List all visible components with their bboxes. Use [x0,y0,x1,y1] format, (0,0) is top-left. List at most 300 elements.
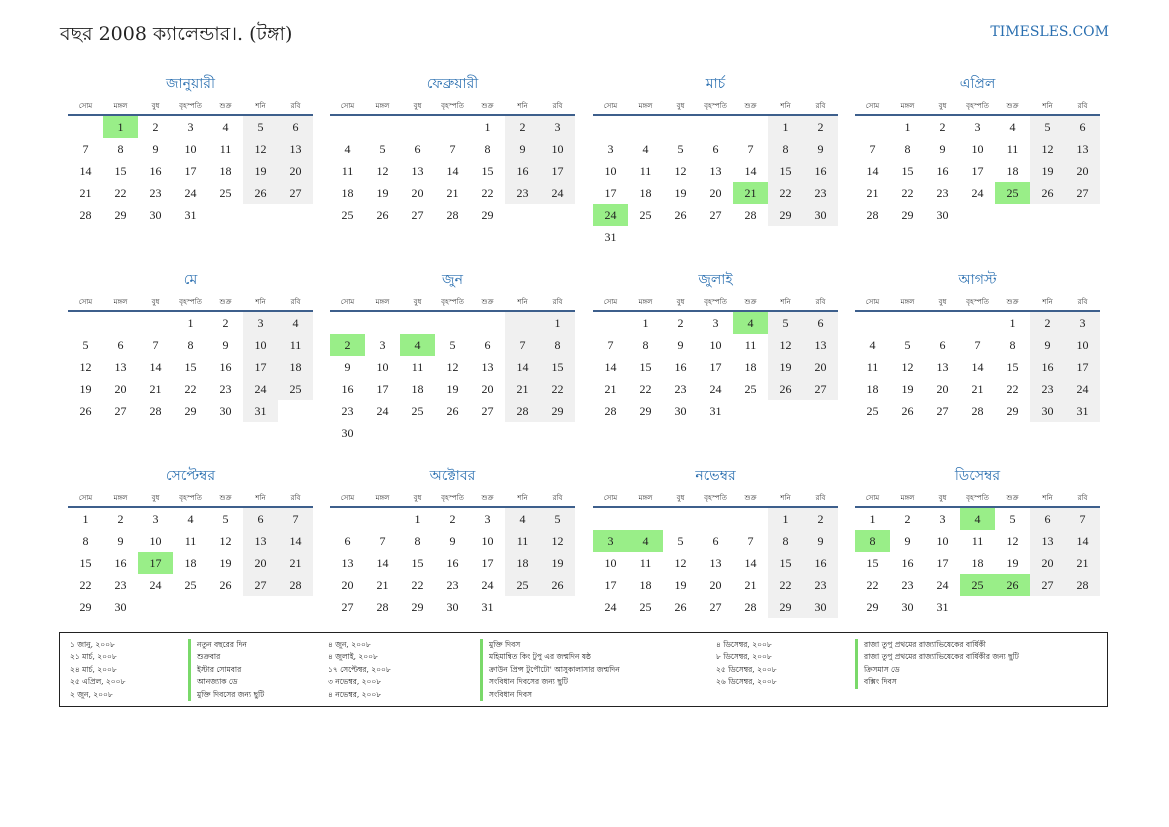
day-cell[interactable]: 14 [971,360,984,374]
day-cell[interactable]: 2 [1030,312,1065,334]
day-cell[interactable]: 9 [449,534,456,548]
day-cell[interactable]: 12 [446,360,459,374]
day-cell[interactable]: 27 [709,208,722,222]
day-cell[interactable]: 27 [481,404,494,418]
day-cell[interactable]: 29 [481,208,494,222]
day-cell[interactable]: 20 [1030,552,1065,574]
day-cell[interactable]: 5 [677,142,684,156]
day-cell[interactable]: 24 [604,600,617,614]
day-cell[interactable]: 9 [117,534,124,548]
day-cell[interactable]: 14 [446,164,459,178]
day-cell[interactable]: 13 [481,360,494,374]
day-cell[interactable]: 4 [222,120,229,134]
holiday-day-cell[interactable]: 25 [960,574,995,596]
day-cell[interactable]: 30 [674,404,687,418]
day-cell[interactable]: 23 [1030,378,1065,400]
day-cell[interactable]: 19 [243,160,278,182]
day-cell[interactable]: 6 [484,338,491,352]
day-cell[interactable]: 14 [505,356,540,378]
day-cell[interactable]: 23 [219,382,232,396]
day-cell[interactable]: 10 [184,142,197,156]
day-cell[interactable]: 14 [604,360,617,374]
day-cell[interactable]: 26 [674,600,687,614]
day-cell[interactable]: 15 [540,356,575,378]
day-cell[interactable]: 1 [82,512,89,526]
day-cell[interactable]: 16 [803,552,838,574]
holiday-day-cell[interactable]: 4 [733,312,768,334]
day-cell[interactable]: 8 [117,142,124,156]
day-cell[interactable]: 16 [803,160,838,182]
day-cell[interactable]: 14 [79,164,92,178]
day-cell[interactable]: 24 [184,186,197,200]
day-cell[interactable]: 24 [376,404,389,418]
day-cell[interactable]: 23 [446,578,459,592]
day-cell[interactable]: 18 [411,382,424,396]
day-cell[interactable]: 23 [803,574,838,596]
day-cell[interactable]: 3 [607,142,614,156]
day-cell[interactable]: 16 [341,382,354,396]
day-cell[interactable]: 15 [639,360,652,374]
day-cell[interactable]: 6 [1065,116,1100,138]
day-cell[interactable]: 23 [674,382,687,396]
day-cell[interactable]: 4 [187,512,194,526]
holiday-day-cell[interactable]: 3 [593,530,628,552]
day-cell[interactable]: 23 [149,186,162,200]
day-cell[interactable]: 16 [674,360,687,374]
day-cell[interactable]: 26 [540,574,575,596]
day-cell[interactable]: 11 [866,360,879,374]
day-cell[interactable]: 11 [411,360,424,374]
day-cell[interactable]: 14 [376,556,389,570]
day-cell[interactable]: 16 [446,556,459,570]
day-cell[interactable]: 16 [114,556,127,570]
day-cell[interactable]: 11 [505,530,540,552]
day-cell[interactable]: 18 [278,356,313,378]
day-cell[interactable]: 12 [219,534,232,548]
day-cell[interactable]: 17 [1065,356,1100,378]
day-cell[interactable]: 15 [866,556,879,570]
day-cell[interactable]: 16 [1030,356,1065,378]
holiday-day-cell[interactable]: 24 [593,204,628,226]
day-cell[interactable]: 9 [222,338,229,352]
day-cell[interactable]: 15 [481,164,494,178]
day-cell[interactable]: 13 [803,334,838,356]
day-cell[interactable]: 2 [152,120,159,134]
day-cell[interactable]: 2 [117,512,124,526]
day-cell[interactable]: 3 [712,316,719,330]
day-cell[interactable]: 25 [505,574,540,596]
day-cell[interactable]: 22 [1006,382,1019,396]
day-cell[interactable]: 10 [376,360,389,374]
day-cell[interactable]: 19 [768,356,803,378]
day-cell[interactable]: 2 [677,316,684,330]
day-cell[interactable]: 12 [768,334,803,356]
day-cell[interactable]: 16 [505,160,540,182]
holiday-day-cell[interactable]: 4 [628,530,663,552]
day-cell[interactable]: 26 [219,578,232,592]
day-cell[interactable]: 25 [184,578,197,592]
day-cell[interactable]: 17 [604,186,617,200]
day-cell[interactable]: 17 [709,360,722,374]
day-cell[interactable]: 18 [1006,164,1019,178]
holiday-day-cell[interactable]: 17 [138,552,173,574]
day-cell[interactable]: 25 [744,382,757,396]
day-cell[interactable]: 29 [866,600,879,614]
day-cell[interactable]: 5 [449,338,456,352]
day-cell[interactable]: 29 [639,404,652,418]
day-cell[interactable]: 10 [604,164,617,178]
day-cell[interactable]: 26 [446,404,459,418]
day-cell[interactable]: 19 [1030,160,1065,182]
day-cell[interactable]: 2 [803,508,838,530]
day-cell[interactable]: 4 [869,338,876,352]
day-cell[interactable]: 22 [79,578,92,592]
day-cell[interactable]: 18 [971,556,984,570]
day-cell[interactable]: 11 [971,534,984,548]
day-cell[interactable]: 26 [901,404,914,418]
day-cell[interactable]: 22 [639,382,652,396]
day-cell[interactable]: 28 [149,404,162,418]
day-cell[interactable]: 25 [278,378,313,400]
day-cell[interactable]: 6 [803,312,838,334]
day-cell[interactable]: 5 [222,512,229,526]
day-cell[interactable]: 26 [768,378,803,400]
day-cell[interactable]: 22 [540,378,575,400]
day-cell[interactable]: 7 [505,334,540,356]
day-cell[interactable]: 28 [744,600,757,614]
day-cell[interactable]: 1 [642,316,649,330]
day-cell[interactable]: 4 [1009,120,1016,134]
day-cell[interactable]: 27 [278,182,313,204]
day-cell[interactable]: 24 [481,578,494,592]
day-cell[interactable]: 3 [152,512,159,526]
day-cell[interactable]: 18 [341,186,354,200]
day-cell[interactable]: 7 [974,338,981,352]
day-cell[interactable]: 28 [866,208,879,222]
day-cell[interactable]: 6 [278,116,313,138]
day-cell[interactable]: 20 [481,382,494,396]
day-cell[interactable]: 27 [936,404,949,418]
day-cell[interactable]: 26 [1030,182,1065,204]
day-cell[interactable]: 29 [184,404,197,418]
day-cell[interactable]: 19 [901,382,914,396]
day-cell[interactable]: 1 [1009,316,1016,330]
day-cell[interactable]: 25 [341,208,354,222]
day-cell[interactable]: 22 [866,578,879,592]
day-cell[interactable]: 11 [219,142,232,156]
day-cell[interactable]: 19 [376,186,389,200]
day-cell[interactable]: 3 [484,512,491,526]
day-cell[interactable]: 30 [114,600,127,614]
day-cell[interactable]: 30 [219,404,232,418]
day-cell[interactable]: 12 [1030,138,1065,160]
day-cell[interactable]: 9 [939,142,946,156]
day-cell[interactable]: 11 [278,334,313,356]
day-cell[interactable]: 15 [184,360,197,374]
day-cell[interactable]: 14 [1065,530,1100,552]
day-cell[interactable]: 11 [184,534,197,548]
day-cell[interactable]: 2 [939,120,946,134]
day-cell[interactable]: 21 [149,382,162,396]
day-cell[interactable]: 27 [114,404,127,418]
day-cell[interactable]: 14 [149,360,162,374]
day-cell[interactable]: 8 [642,338,649,352]
day-cell[interactable]: 28 [744,208,757,222]
day-cell[interactable]: 5 [904,338,911,352]
day-cell[interactable]: 7 [449,142,456,156]
day-cell[interactable]: 7 [278,508,313,530]
day-cell[interactable]: 30 [446,600,459,614]
day-cell[interactable]: 5 [243,116,278,138]
day-cell[interactable]: 24 [1065,378,1100,400]
day-cell[interactable]: 1 [540,312,575,334]
day-cell[interactable]: 15 [768,552,803,574]
holiday-day-cell[interactable]: 26 [995,574,1030,596]
day-cell[interactable]: 2 [803,116,838,138]
day-cell[interactable]: 1 [768,116,803,138]
day-cell[interactable]: 17 [376,382,389,396]
day-cell[interactable]: 5 [677,534,684,548]
day-cell[interactable]: 16 [901,556,914,570]
day-cell[interactable]: 26 [674,208,687,222]
day-cell[interactable]: 5 [379,142,386,156]
day-cell[interactable]: 15 [901,164,914,178]
day-cell[interactable]: 14 [866,164,879,178]
day-cell[interactable]: 14 [744,164,757,178]
day-cell[interactable]: 6 [243,508,278,530]
day-cell[interactable]: 27 [803,378,838,400]
day-cell[interactable]: 20 [411,186,424,200]
day-cell[interactable]: 28 [278,574,313,596]
day-cell[interactable]: 11 [639,556,652,570]
day-cell[interactable]: 31 [481,600,494,614]
day-cell[interactable]: 10 [149,534,162,548]
day-cell[interactable]: 30 [1030,400,1065,422]
day-cell[interactable]: 20 [243,552,278,574]
day-cell[interactable]: 2 [505,116,540,138]
day-cell[interactable]: 6 [117,338,124,352]
day-cell[interactable]: 29 [768,204,803,226]
day-cell[interactable]: 13 [709,556,722,570]
day-cell[interactable]: 21 [505,378,540,400]
day-cell[interactable]: 24 [936,578,949,592]
day-cell[interactable]: 28 [1065,574,1100,596]
day-cell[interactable]: 12 [1006,534,1019,548]
day-cell[interactable]: 17 [971,164,984,178]
holiday-day-cell[interactable]: 1 [103,116,138,138]
holiday-day-cell[interactable]: 21 [733,182,768,204]
day-cell[interactable]: 14 [278,530,313,552]
day-cell[interactable]: 9 [505,138,540,160]
day-cell[interactable]: 27 [243,574,278,596]
day-cell[interactable]: 12 [79,360,92,374]
day-cell[interactable]: 9 [677,338,684,352]
day-cell[interactable]: 18 [639,186,652,200]
day-cell[interactable]: 26 [79,404,92,418]
day-cell[interactable]: 2 [222,316,229,330]
day-cell[interactable]: 24 [971,186,984,200]
day-cell[interactable]: 11 [341,164,354,178]
day-cell[interactable]: 18 [744,360,757,374]
day-cell[interactable]: 24 [540,182,575,204]
day-cell[interactable]: 21 [971,382,984,396]
day-cell[interactable]: 29 [540,400,575,422]
day-cell[interactable]: 23 [936,186,949,200]
day-cell[interactable]: 28 [376,600,389,614]
day-cell[interactable]: 9 [803,138,838,160]
day-cell[interactable]: 7 [747,142,754,156]
day-cell[interactable]: 4 [278,312,313,334]
day-cell[interactable]: 13 [1030,530,1065,552]
day-cell[interactable]: 17 [936,556,949,570]
day-cell[interactable]: 7 [1065,508,1100,530]
day-cell[interactable]: 4 [642,142,649,156]
day-cell[interactable]: 31 [709,404,722,418]
day-cell[interactable]: 8 [414,534,421,548]
day-cell[interactable]: 21 [744,578,757,592]
day-cell[interactable]: 19 [1006,556,1019,570]
day-cell[interactable]: 17 [243,356,278,378]
day-cell[interactable]: 31 [1065,400,1100,422]
day-cell[interactable]: 16 [219,360,232,374]
day-cell[interactable]: 15 [114,164,127,178]
day-cell[interactable]: 8 [484,142,491,156]
day-cell[interactable]: 29 [768,596,803,618]
day-cell[interactable]: 22 [114,186,127,200]
day-cell[interactable]: 1 [768,508,803,530]
day-cell[interactable]: 31 [604,230,617,244]
day-cell[interactable]: 22 [901,186,914,200]
day-cell[interactable]: 25 [639,600,652,614]
day-cell[interactable]: 9 [344,360,351,374]
day-cell[interactable]: 14 [744,556,757,570]
day-cell[interactable]: 22 [481,186,494,200]
holiday-day-cell[interactable]: 4 [400,334,435,356]
day-cell[interactable]: 19 [674,578,687,592]
day-cell[interactable]: 5 [768,312,803,334]
holiday-day-cell[interactable]: 4 [960,508,995,530]
day-cell[interactable]: 21 [446,186,459,200]
day-cell[interactable]: 5 [1030,116,1065,138]
day-cell[interactable]: 6 [939,338,946,352]
day-cell[interactable]: 19 [79,382,92,396]
day-cell[interactable]: 23 [341,404,354,418]
day-cell[interactable]: 20 [936,382,949,396]
day-cell[interactable]: 30 [803,596,838,618]
day-cell[interactable]: 20 [709,186,722,200]
day-cell[interactable]: 28 [604,404,617,418]
day-cell[interactable]: 27 [411,208,424,222]
day-cell[interactable]: 5 [1009,512,1016,526]
day-cell[interactable]: 11 [639,164,652,178]
day-cell[interactable]: 30 [149,208,162,222]
day-cell[interactable]: 28 [971,404,984,418]
day-cell[interactable]: 3 [974,120,981,134]
day-cell[interactable]: 11 [744,338,757,352]
day-cell[interactable]: 6 [1030,508,1065,530]
day-cell[interactable]: 17 [481,556,494,570]
day-cell[interactable]: 13 [114,360,127,374]
day-cell[interactable]: 3 [939,512,946,526]
day-cell[interactable]: 21 [376,578,389,592]
day-cell[interactable]: 13 [243,530,278,552]
day-cell[interactable]: 28 [505,400,540,422]
day-cell[interactable]: 8 [1009,338,1016,352]
day-cell[interactable]: 25 [411,404,424,418]
day-cell[interactable]: 5 [540,508,575,530]
day-cell[interactable]: 13 [936,360,949,374]
day-cell[interactable]: 20 [278,160,313,182]
day-cell[interactable]: 13 [411,164,424,178]
holiday-day-cell[interactable]: 2 [330,334,365,356]
day-cell[interactable]: 1 [484,120,491,134]
day-cell[interactable]: 26 [243,182,278,204]
day-cell[interactable]: 9 [904,534,911,548]
day-cell[interactable]: 13 [278,138,313,160]
day-cell[interactable]: 3 [187,120,194,134]
holiday-day-cell[interactable]: 8 [855,530,890,552]
day-cell[interactable]: 10 [481,534,494,548]
day-cell[interactable]: 25 [639,208,652,222]
day-cell[interactable]: 15 [1006,360,1019,374]
day-cell[interactable]: 24 [149,578,162,592]
day-cell[interactable]: 21 [79,186,92,200]
day-cell[interactable]: 8 [904,142,911,156]
day-cell[interactable]: 9 [152,142,159,156]
day-cell[interactable]: 18 [866,382,879,396]
day-cell[interactable]: 28 [79,208,92,222]
day-cell[interactable]: 18 [184,556,197,570]
day-cell[interactable]: 20 [114,382,127,396]
day-cell[interactable]: 10 [1065,334,1100,356]
day-cell[interactable]: 13 [1065,138,1100,160]
day-cell[interactable]: 2 [449,512,456,526]
day-cell[interactable]: 13 [709,164,722,178]
day-cell[interactable]: 20 [341,578,354,592]
day-cell[interactable]: 1 [904,120,911,134]
day-cell[interactable]: 30 [803,204,838,226]
day-cell[interactable]: 18 [505,552,540,574]
day-cell[interactable]: 29 [79,600,92,614]
day-cell[interactable]: 20 [1065,160,1100,182]
day-cell[interactable]: 22 [411,578,424,592]
day-cell[interactable]: 24 [709,382,722,396]
day-cell[interactable]: 23 [803,182,838,204]
day-cell[interactable]: 9 [1030,334,1065,356]
day-cell[interactable]: 27 [1030,574,1065,596]
day-cell[interactable]: 8 [540,334,575,356]
day-cell[interactable]: 29 [411,600,424,614]
day-cell[interactable]: 8 [768,530,803,552]
day-cell[interactable]: 23 [114,578,127,592]
day-cell[interactable]: 7 [869,142,876,156]
day-cell[interactable]: 18 [639,578,652,592]
day-cell[interactable]: 3 [1065,312,1100,334]
day-cell[interactable]: 19 [219,556,232,570]
day-cell[interactable]: 7 [379,534,386,548]
day-cell[interactable]: 31 [243,400,278,422]
day-cell[interactable]: 4 [505,508,540,530]
day-cell[interactable]: 3 [243,312,278,334]
day-cell[interactable]: 15 [768,160,803,182]
day-cell[interactable]: 10 [936,534,949,548]
day-cell[interactable]: 11 [1006,142,1019,156]
day-cell[interactable]: 29 [1006,404,1019,418]
day-cell[interactable]: 9 [803,530,838,552]
holiday-day-cell[interactable]: 25 [995,182,1030,204]
day-cell[interactable]: 7 [152,338,159,352]
day-cell[interactable]: 19 [446,382,459,396]
